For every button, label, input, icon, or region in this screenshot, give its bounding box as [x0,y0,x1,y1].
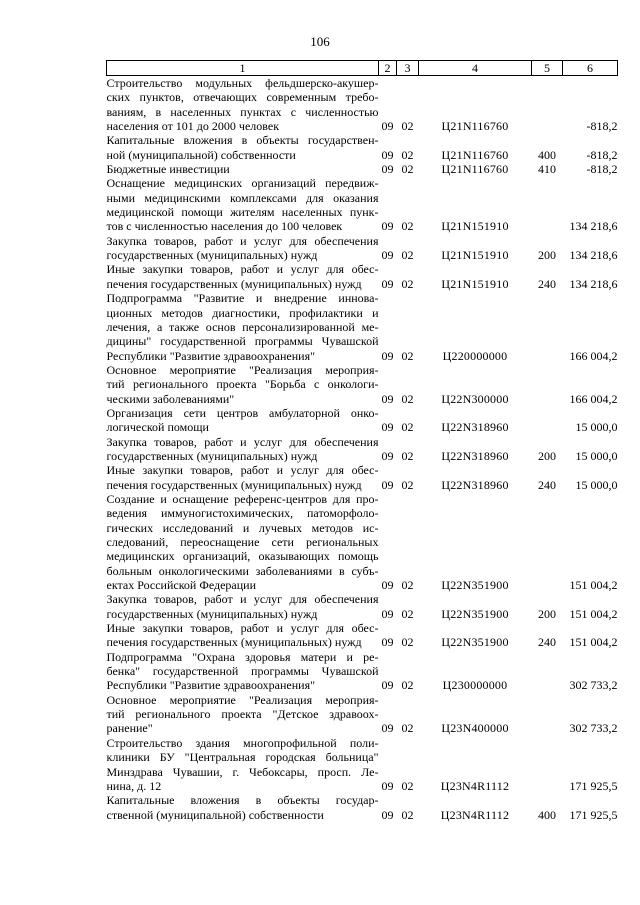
row-section: 09 [381,678,394,693]
table-row [107,621,618,650]
row-name-line: ских пунктов, отвечающих современным требо- [106,90,379,105]
table-row [107,736,618,793]
row-subsection: 02 [401,147,414,162]
row-section: 09 [381,276,394,291]
row-amount: 151 004,2 [569,578,618,593]
row-name-line: Бюджетные инвестиции [106,162,230,177]
row-name-line: печения государственных (муниципальных) нужд [106,276,362,291]
row-name [107,406,379,435]
header-col-subsection: 3 [397,61,419,76]
row-target-item: Ц23N400000 [441,721,509,736]
row-target-item: Ц220000000 [442,348,508,363]
table-row [107,693,618,736]
row-name-line: государственных (муниципальных) нужд [106,606,318,621]
row-section: 09 [381,721,394,736]
table-row [107,793,618,822]
row-name [107,162,379,176]
row-name-line: Закупка товаров, работ и услуг для обеспечения [106,434,379,449]
row-name-line: Основное мероприятие "Реализация мероприя- [106,362,379,377]
row-name [107,492,379,592]
row-expense-type: 400 [538,147,556,162]
row-target-item: Ц22N318960 [441,448,509,463]
row-amount: 171 925,5 [569,807,618,822]
row-section: 09 [381,807,394,822]
row-section: 09 [381,448,394,463]
row-name-line: Строительство модульных фельдшерско-акушер- [106,76,379,90]
row-amount: 151 004,2 [569,606,618,621]
row-amount: 15 000,0 [575,477,618,492]
row-expense-type [532,693,563,736]
row-expense-type: 200 [538,248,556,263]
row-name [107,793,379,822]
table-body [107,76,618,822]
row-name-line: нина, д. 12 [106,778,162,793]
row-expense-type: 410 [538,162,556,177]
row-target-item: Ц21N151910 [441,248,509,263]
header-col-amount: 6 [563,61,618,76]
row-name-line: бенка" государственной программы Чувашской [106,664,379,679]
row-subsection: 02 [401,778,414,793]
row-name-line: ной (муниципальной) собственности [106,147,296,162]
row-subsection: 02 [401,248,414,263]
row-section: 09 [381,606,394,621]
row-name-line: медицинской помощи жителям населенных пунк- [106,205,379,220]
row-name-line: тий регионального проекта "Детское здравоох- [106,707,379,722]
row-section: 09 [381,348,394,363]
row-name-line: Создание и оснащение референс-центров для про- [106,491,379,506]
row-name [107,621,379,650]
row-name-line: тий регионального проекта "Борьба с онкологи- [106,377,379,392]
table-row [107,650,618,693]
row-name-line: Закупка товаров, работ и услуг для обеспечения [106,233,379,248]
row-expense-type: 240 [538,276,556,291]
row-amount: 15 000,0 [575,448,618,463]
row-name-line: лечения, а также основ персонализированной ме- [106,319,379,334]
row-subsection: 02 [401,721,414,736]
row-name-line: Оснащение медицинских организаций передвиж- [106,176,379,191]
table-row [107,133,618,162]
row-subsection: 02 [401,391,414,406]
row-expense-type: 240 [538,635,556,650]
row-subsection: 02 [401,420,414,435]
row-subsection: 02 [401,477,414,492]
row-subsection: 02 [401,635,414,650]
row-amount: 15 000,0 [575,420,618,435]
row-target-item: Ц22N351900 [441,635,509,650]
row-name-line: логической помощи [106,420,209,435]
row-name-line: гических исследований и лучевых методов ис- [106,520,379,535]
row-section: 09 [381,477,394,492]
row-name-line: Строительство здания многопрофильной поли- [106,735,379,750]
row-expense-type [532,406,563,435]
row-name-line: медицинских организаций, оказывающих помощь [106,549,379,564]
row-name-line: Капитальные вложения в объекты государствен- [106,133,379,148]
page-number: 106 [310,34,330,49]
row-expense-type [532,363,563,406]
row-name-line: клиники БУ "Центральная городская больница" [106,750,379,765]
row-section: 09 [381,162,394,177]
row-name [107,76,379,134]
row-amount: -818,2 [586,162,618,177]
row-target-item: Ц22N300000 [441,391,509,406]
row-name-line: Основное мероприятие "Реализация мероприя- [106,692,379,707]
row-amount: 171 925,5 [569,778,618,793]
row-target-item: Ц23N4R1112 [440,778,510,793]
row-name [107,736,379,793]
budget-table [106,60,618,822]
row-amount: 134 218,6 [569,248,618,263]
row-name-line: ваниям, в населенных пунктах с численностью [106,104,379,119]
row-section: 09 [381,219,394,234]
row-name-line: ранение" [106,721,153,736]
row-name-line: Республики "Развитие здравоохранения" [106,348,315,363]
row-name [107,363,379,406]
row-expense-type [532,650,563,693]
row-expense-type [532,291,563,363]
row-name [107,650,379,693]
header-col-section: 2 [379,61,397,76]
table-row [107,176,618,233]
row-name-line: государственных (муниципальных) нужд [106,248,318,263]
row-section: 09 [381,635,394,650]
row-name-line: Минздрава Чувашии, г. Чебоксары, просп. Ле- [106,764,379,779]
table-row [107,76,618,134]
row-subsection: 02 [401,606,414,621]
row-target-item: Ц21N116760 [441,162,509,177]
row-name [107,234,379,263]
row-name [107,693,379,736]
row-expense-type [532,176,563,233]
row-name-line: Иные закупки товаров, работ и услуг для обес- [106,621,379,636]
row-name-line: ными медицинскими комплексами для оказания [106,190,379,205]
row-name-line: населения от 101 до 2000 человек [106,119,280,134]
row-subsection: 02 [401,219,414,234]
row-name [107,176,379,233]
row-section: 09 [381,778,394,793]
row-target-item: Ц230000000 [442,678,508,693]
row-name-line: государственных (муниципальных) нужд [106,448,318,463]
row-name-line: ектах Российской Федерации [106,578,257,593]
row-expense-type: 240 [538,477,556,492]
row-amount: 151 004,2 [569,635,618,650]
row-subsection: 02 [401,807,414,822]
row-subsection: 02 [401,678,414,693]
table-row [107,234,618,263]
row-section: 09 [381,147,394,162]
header-col-name: 1 [107,61,379,76]
table-row [107,592,618,621]
row-subsection: 02 [401,119,414,134]
row-section: 09 [381,391,394,406]
table-row [107,435,618,464]
row-name-line: ционных методов диагностики, профилактики и [106,305,379,320]
row-subsection: 02 [401,348,414,363]
row-name-line: ческими заболеваниями" [106,391,235,406]
table-row [107,463,618,492]
table-header [107,61,618,76]
row-section: 09 [381,420,394,435]
row-subsection: 02 [401,276,414,291]
header-col-expense-type: 5 [532,61,563,76]
row-amount: 166 004,2 [569,348,618,363]
table-row [107,262,618,291]
row-name-line: следований, переоснащение сети региональных [106,535,379,549]
table-row [107,162,618,176]
row-target-item: Ц22N318960 [441,477,509,492]
row-amount: 166 004,2 [569,391,618,406]
row-name [107,463,379,492]
row-subsection: 02 [401,578,414,593]
row-name-line: тов с численностью населения до 100 человек [106,219,343,234]
row-expense-type: 200 [538,448,556,463]
row-name [107,291,379,363]
row-name [107,435,379,464]
row-amount: 134 218,6 [569,219,618,234]
row-amount: -818,2 [586,119,618,134]
table-row [107,406,618,435]
row-name-line: печения государственных (муниципальных) нужд [106,477,362,492]
row-name-line: Организация сети центров амбулаторной онко- [106,405,379,420]
row-expense-type [532,736,563,793]
row-expense-type: 400 [538,807,556,822]
row-name [107,133,379,162]
row-target-item: Ц22N318960 [441,420,509,435]
row-subsection: 02 [401,162,414,177]
row-name-line: Закупка товаров, работ и услуг для обеспечения [106,592,379,607]
row-name [107,262,379,291]
table-row [107,291,618,363]
row-name-line: ведения иммуногистохимических, патоморфоло- [106,506,379,521]
row-name-line: дицины" государственной программы Чувашской [106,334,379,349]
row-section: 09 [381,119,394,134]
row-section: 09 [381,578,394,593]
row-section: 09 [381,248,394,263]
row-name-line: Капитальные вложения в объекты государ- [106,793,379,808]
table-row [107,363,618,406]
row-name-line: больным онкологическими заболеваниями в субъ- [106,563,379,578]
row-name-line: Республики "Развитие здравоохранения" [106,678,315,693]
row-name-line: Подпрограмма "Развитие и внедрение иннова- [106,291,379,306]
row-target-item: Ц22N351900 [441,578,509,593]
row-name [107,592,379,621]
row-name-line: ственной (муниципальной) собственности [106,807,324,822]
row-amount: 134 218,6 [569,276,618,291]
row-subsection: 02 [401,448,414,463]
row-target-item: Ц22N351900 [441,606,509,621]
row-name-line: Иные закупки товаров, работ и услуг для обес- [106,262,379,277]
row-expense-type [532,492,563,592]
row-target-item: Ц21N151910 [441,219,509,234]
row-amount: 302 733,2 [569,721,618,736]
row-name-line: печения государственных (муниципальных) нужд [106,635,362,650]
row-expense-type: 200 [538,606,556,621]
row-target-item: Ц23N4R1112 [440,807,510,822]
row-amount: -818,2 [586,147,618,162]
row-target-item: Ц21N151910 [441,276,509,291]
table-row [107,492,618,592]
row-amount: 302 733,2 [569,678,618,693]
row-name-line: Подпрограмма "Охрана здоровья матери и ре- [106,649,379,664]
row-target-item: Ц21N116760 [441,119,509,134]
header-col-target-item: 4 [419,61,532,76]
row-target-item: Ц21N116760 [441,147,509,162]
row-expense-type [532,76,563,134]
row-name-line: Иные закупки товаров, работ и услуг для обес- [106,463,379,478]
